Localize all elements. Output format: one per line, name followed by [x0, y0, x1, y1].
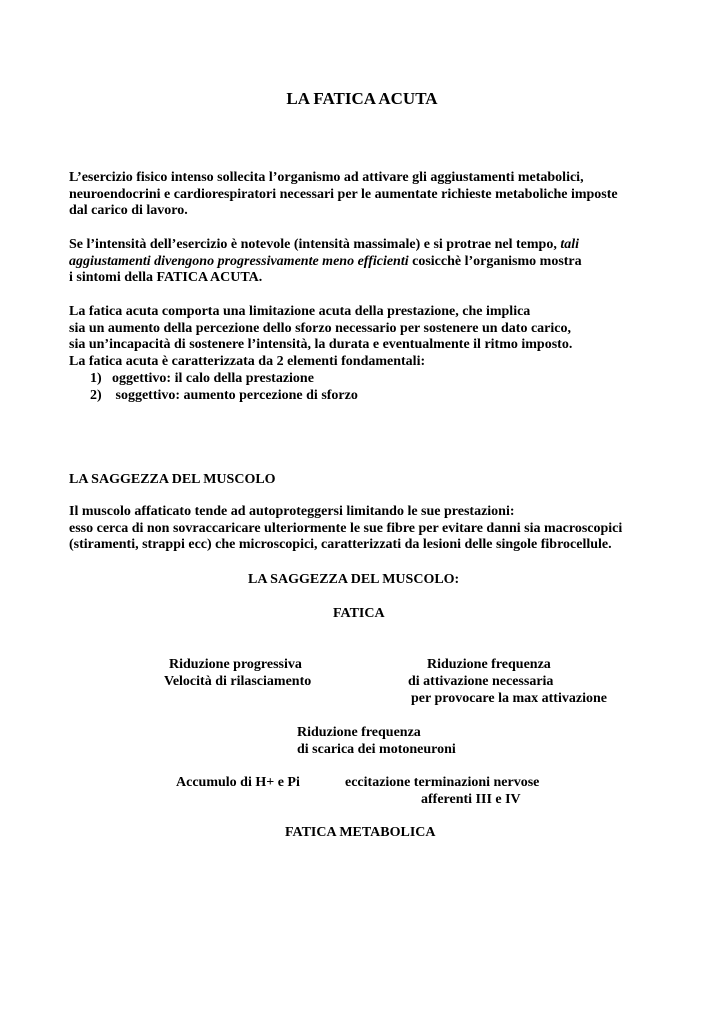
diagram-final: FATICA METABOLICA [285, 825, 436, 840]
paragraph-limitation [69, 304, 669, 370]
text-line: dal carico di lavoro. [69, 203, 188, 219]
text-line: L’esercizio fisico intenso sollecita l’organismo ad attivare gli aggiustamenti metabolici, [69, 170, 584, 185]
diagram-right-line1: Riduzione frequenza [427, 657, 551, 672]
diagram-middle-line1: Riduzione frequenza [297, 725, 421, 740]
diagram-left-line2: Velocità di rilasciamento [164, 674, 312, 689]
section-heading: LA SAGGEZZA DEL MUSCOLO [69, 472, 276, 487]
paragraph-intro [69, 170, 669, 220]
diagram-right-line3: per provocare la max attivazione [411, 691, 607, 706]
text-line: (stiramenti, strappi ecc) che microscopici, caratterizzati da lesioni delle singole fibrocellule. [69, 537, 612, 553]
list-number: 1) [90, 371, 102, 386]
text-line: esso cerca di non sovraccaricare ulteriormente le sue fibre per evitare danni sia macroscopici [69, 520, 623, 536]
text-line: La fatica acuta è caratterizzata da 2 elementi fondamentali: [69, 353, 426, 369]
italic-text: aggiustamenti divengono progressivamente meno efficienti [69, 253, 409, 269]
diagram-fatica: FATICA [333, 606, 385, 621]
text-segment: Se l’intensità dell’esercizio è notevole (intensità massimale) e si protrae nel tempo, [69, 237, 561, 252]
document-title: LA FATICA ACUTA [286, 89, 438, 108]
diagram-middle-line2: di scarica dei motoneuroni [297, 742, 456, 757]
list-text: oggettivo: il calo della prestazione [112, 371, 314, 386]
text-line: sia un’incapacità di sostenere l’intensità, la durata e eventualmente il ritmo imposto. [69, 337, 573, 353]
diagram-right-line2: di attivazione necessaria [408, 674, 554, 689]
diagram-accumulo: Accumulo di H+ e Pi [176, 775, 300, 790]
list-text: soggettivo: aumento percezione di sforzo [112, 387, 358, 403]
text-line [69, 237, 669, 254]
diagram-left-line1: Riduzione progressiva [169, 657, 302, 672]
paragraph-intensity [69, 237, 669, 287]
text-line: La fatica acuta comporta una limitazione acuta della prestazione, che implica [69, 304, 531, 319]
paragraph-muscle [69, 504, 669, 554]
text-line: Il muscolo affaticato tende ad autoproteggersi limitando le sue prestazioni: [69, 504, 515, 519]
text-segment: cosicchè l’organismo mostra [408, 253, 582, 269]
list-item [90, 371, 358, 388]
numbered-list [90, 371, 358, 404]
text-line: i sintomi della FATICA ACUTA. [69, 270, 263, 286]
diagram-heading: LA SAGGEZZA DEL MUSCOLO: [248, 572, 460, 587]
text-line: sia un aumento della percezione dello sforzo necessario per sostenere un dato carico, [69, 320, 571, 336]
list-number: 2) [90, 387, 102, 403]
text-line: neuroendocrini e cardiorespiratori necessari per le aumentate richieste metaboliche imposte [69, 186, 618, 202]
italic-text: tali [560, 237, 580, 252]
list-item [90, 388, 358, 405]
diagram-eccitazione-line2: afferenti III e IV [421, 792, 521, 807]
text-line [69, 254, 669, 271]
diagram-eccitazione-line1: eccitazione terminazioni nervose [345, 775, 540, 790]
